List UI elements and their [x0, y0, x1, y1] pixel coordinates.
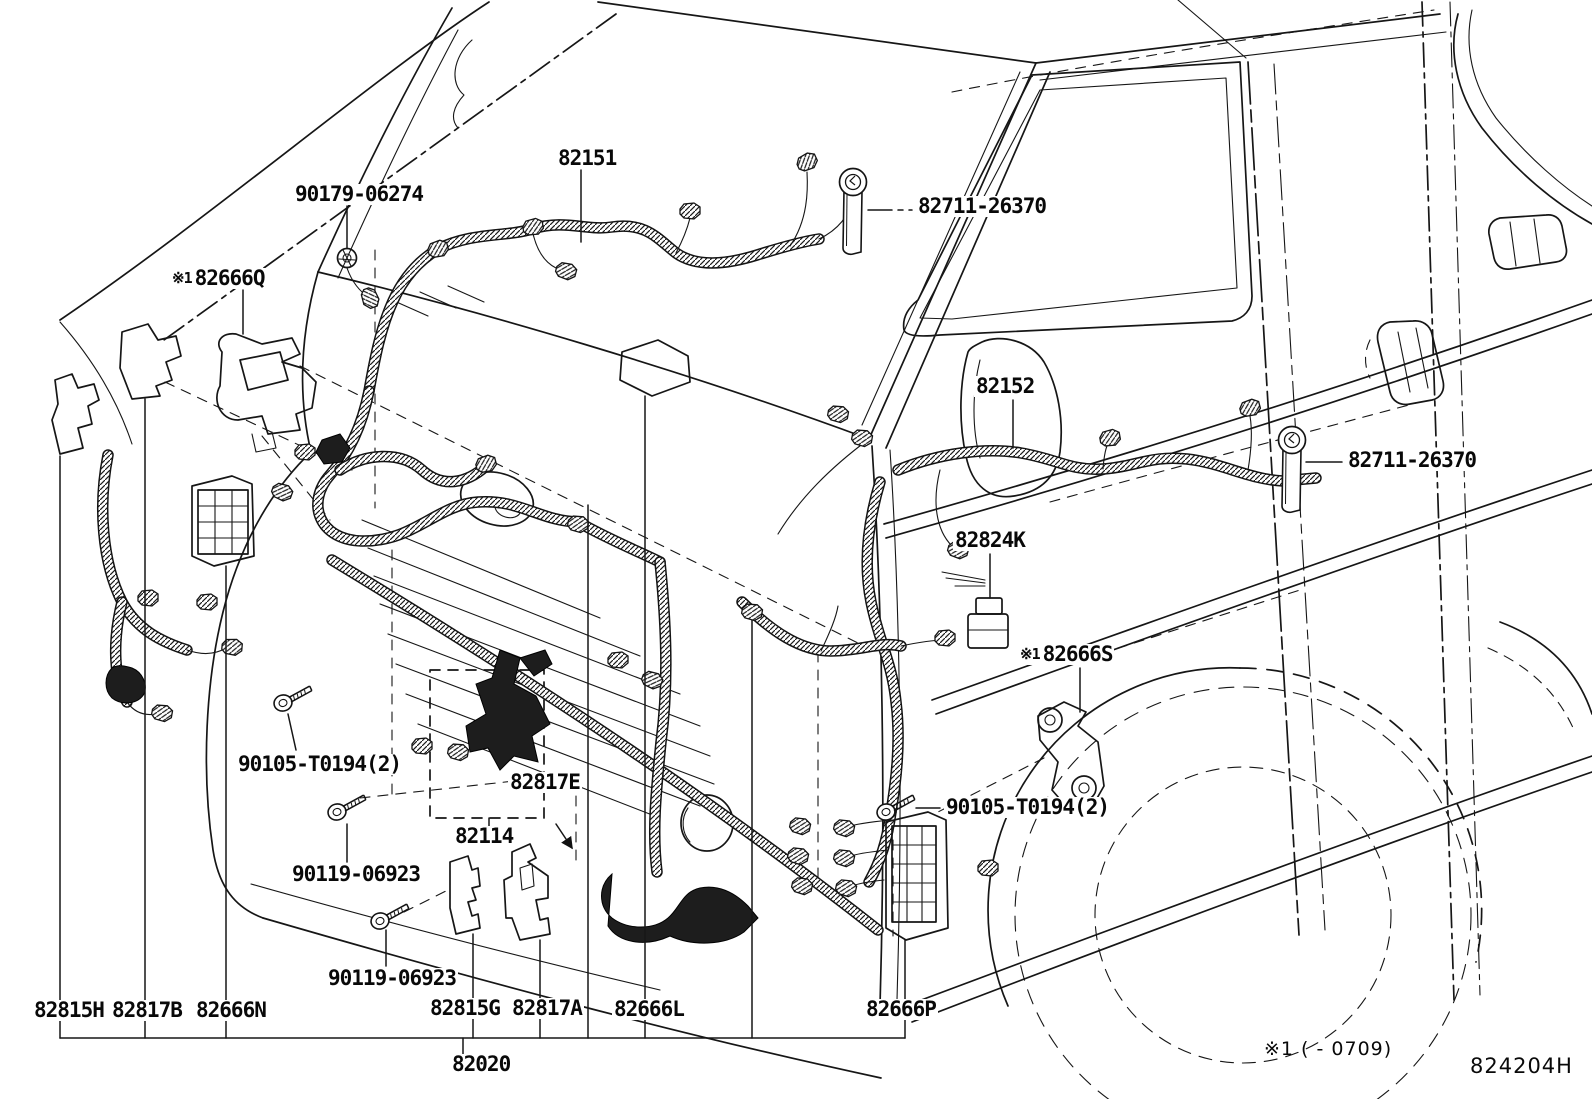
van-body-outline: [60, 0, 1592, 1099]
callout-82666l: 82666L: [614, 997, 684, 1021]
callout-82817e: 82817E: [510, 770, 580, 794]
callout-82666p: 82666P: [866, 997, 936, 1021]
part-82666q: [217, 334, 316, 452]
part-82666n: [192, 476, 254, 566]
callout-82020: 82020: [452, 1052, 511, 1076]
figure-code: 824204H: [1470, 1054, 1573, 1078]
callout-90119-06923-upper: 90119-06923: [292, 862, 421, 886]
callout-90105-t0194-left: 90105-T0194(2): [238, 752, 402, 776]
part-82711-upper: [840, 169, 867, 255]
part-82815g: [450, 856, 480, 934]
part-82666l: [620, 340, 690, 396]
callout-82711-26370-lower: 82711-26370: [1348, 448, 1477, 472]
part-82711-lower: [1279, 427, 1306, 513]
callout-82151: 82151: [558, 146, 617, 170]
callout-82666n: 82666N: [196, 998, 266, 1022]
callout-82815g: 82815G: [430, 996, 500, 1020]
callout-82666s: ※1 82666S: [1020, 642, 1113, 666]
leader-lines: [243, 170, 1342, 966]
callout-82824k: 82824K: [955, 528, 1025, 552]
callout-82817b: 82817B: [112, 998, 182, 1022]
part-82666p: [886, 812, 948, 940]
part-bolt-90119-upper: [326, 795, 369, 822]
part-82815h: [52, 374, 99, 454]
part-90179-grommet: [338, 249, 357, 268]
callout-82711-26370-upper: 82711-26370: [918, 194, 1047, 218]
callout-90119-06923-lower: 90119-06923: [328, 966, 457, 990]
branch-wires: [127, 172, 1251, 887]
applicability-note: ※1 ( - 0709): [1264, 1038, 1393, 1060]
part-bolt-90105-left: [272, 686, 315, 713]
dashed-reference-lines: [165, 250, 1044, 936]
harness-82152: [898, 451, 1316, 481]
callout-82152: 82152: [976, 374, 1035, 398]
callout-82114: 82114: [455, 824, 514, 848]
callout-82817a: 82817A: [512, 996, 582, 1020]
callout-82815h: 82815H: [34, 998, 104, 1022]
callout-90179-06274: 90179-06274: [295, 182, 424, 206]
part-82817a: [504, 844, 550, 940]
callout-82666q: ※1 82666Q: [172, 266, 265, 290]
callout-90105-t0194-right: 90105-T0194(2): [946, 795, 1110, 819]
wiring-harnesses: [103, 225, 1316, 930]
part-82666s: [1038, 702, 1104, 806]
